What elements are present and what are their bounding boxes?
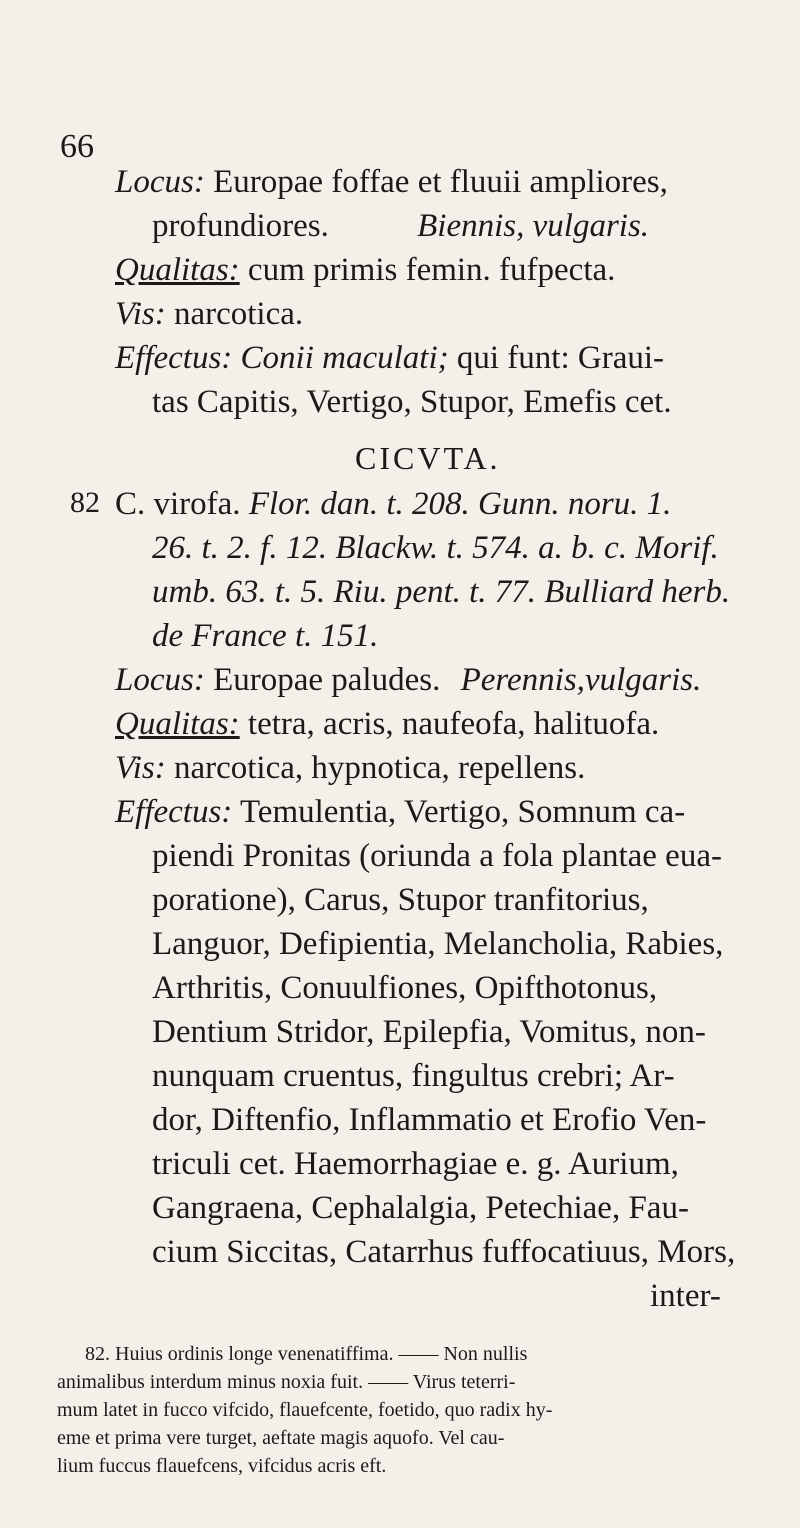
entry2-effectus-line-0: Temulentia, Vertigo, Somnum ca- (239, 794, 686, 830)
entry1-effectus-ref: Conii maculati; (240, 340, 449, 376)
entry2-locus-line (115, 660, 701, 700)
entry1-frequency: vulgaris. (532, 208, 650, 244)
entry2-duration: Perennis, (460, 662, 585, 698)
entry2-effectus-line-2: poratione), Carus, Stupor tranfitorius, (152, 882, 649, 918)
entry2-effectus-line-9: Gangraena, Cephalalgia, Petechiae, Fau- (152, 1190, 689, 1226)
entry2-effectus-label: Effectus: (115, 794, 233, 830)
entry2-effectus-line-10: cium Siccitas, Catarrhus fuffocatiuus, Mors, (152, 1234, 736, 1270)
entry1-locus-text2: profundiores. (152, 208, 329, 244)
entry1-qualitas-line (115, 250, 615, 290)
entry2-frequency: vulgaris. (584, 662, 702, 698)
entry1-effectus-line (115, 338, 664, 378)
entry2-qualitas-text: tetra, acris, naufeofa, halituofa. (247, 706, 660, 742)
entry2-effectus-line-1: piendi Pronitas (oriunda a fola plantae eua- (152, 838, 722, 874)
entry2-ref-line4: de France t. 151. (152, 618, 379, 654)
entry1-locus-text1: Europae foffae et fluuii ampliores, (213, 164, 668, 200)
entry1-locus-line2: profundiores. Biennis, vulgaris. (152, 208, 650, 244)
entry2-ref-line2: 26. t. 2. f. 12. Blackw. t. 574. a. b. c. Morif. (152, 530, 719, 566)
entry1-vis-text: narcotica. (173, 296, 304, 332)
entry1-effectus-line2 (152, 382, 672, 422)
entry2-effectus-line-7: dor, Diftenfio, Inflammatio et Erofio Ven- (152, 1102, 707, 1138)
entry2-effectus-line (115, 792, 685, 832)
entry2-ref-line1 (115, 484, 671, 524)
entry2-effectus-line-5: Dentium Stridor, Epilepfia, Vomitus, non- (152, 1014, 706, 1050)
footnote-line-4: lium fuccus flauefcens, vifcidus acris eft. (57, 1455, 387, 1477)
entry2-effectus-line-3: Languor, Defipientia, Melancholia, Rabies, (152, 926, 724, 962)
footnote-text-0: Huius ordinis longe venenatiffima. —— Non nullis (115, 1343, 528, 1365)
entry2-vis-label: Vis: (115, 750, 166, 786)
entry1-effectus-label: Effectus: (115, 340, 233, 376)
footnote-line-1: animalibus interdum minus noxia fuit. —— Virus teterri- (57, 1371, 516, 1393)
footnote-number: 82. (85, 1343, 110, 1365)
entry2-effectus-line-4: Arthritis, Conuulfiones, Opifthotonus, (152, 970, 658, 1006)
entry2-vis-text: narcotica, hypnotica, repellens. (173, 750, 586, 786)
entry2-ref-line3: umb. 63. t. 5. Riu. pent. t. 77. Bulliard herb. (152, 574, 731, 610)
entry2-locus-label: Locus: (115, 662, 205, 698)
footnote-line-0 (85, 1340, 527, 1368)
footnote-line-2: mum latet in fucco vifcido, flauefcente, foetido, quo radix hy- (57, 1399, 553, 1421)
entry1-locus-label: Locus: (115, 164, 205, 200)
entry2-ref1b: Flor. dan. t. 208. Gunn. noru. 1. (248, 486, 672, 522)
section-heading: CICVTA. (355, 440, 501, 476)
entry2-qualitas-label: Qualitas: (115, 706, 240, 742)
entry2-locus-text: Europae paludes. (213, 662, 441, 698)
entry2-number: 82 (70, 486, 100, 519)
entry1-qualitas-label: Qualitas: (115, 252, 240, 288)
entry2-effectus-line-8: triculi cet. Haemorrhagiae e. g. Aurium, (152, 1146, 679, 1182)
entry1-effectus-text1: qui funt: Graui- (456, 340, 664, 376)
entry2-effectus-line-6: nunquam cruentus, fingultus crebri; Ar- (152, 1058, 675, 1094)
entry1-vis-label: Vis: (115, 296, 166, 332)
catchword: inter- (650, 1278, 721, 1314)
entry2-qualitas-line (115, 704, 659, 744)
page-number: 66 (60, 128, 94, 165)
entry1-vis-line (115, 294, 303, 334)
entry1-locus-line (115, 162, 668, 202)
entry2-vis-line (115, 748, 585, 788)
entry1-qualitas-text: cum primis femin. fufpecta. (247, 252, 616, 288)
entry1-duration: Biennis (417, 208, 517, 244)
entry2-ref1a: C. virofa. (115, 486, 241, 522)
entry1-effectus-text2: tas Capitis, Vertigo, Stupor, Emefis cet. (152, 384, 672, 420)
footnote-line-3: eme et prima vere turget, aeftate magis aquofo. Vel cau- (57, 1427, 505, 1449)
